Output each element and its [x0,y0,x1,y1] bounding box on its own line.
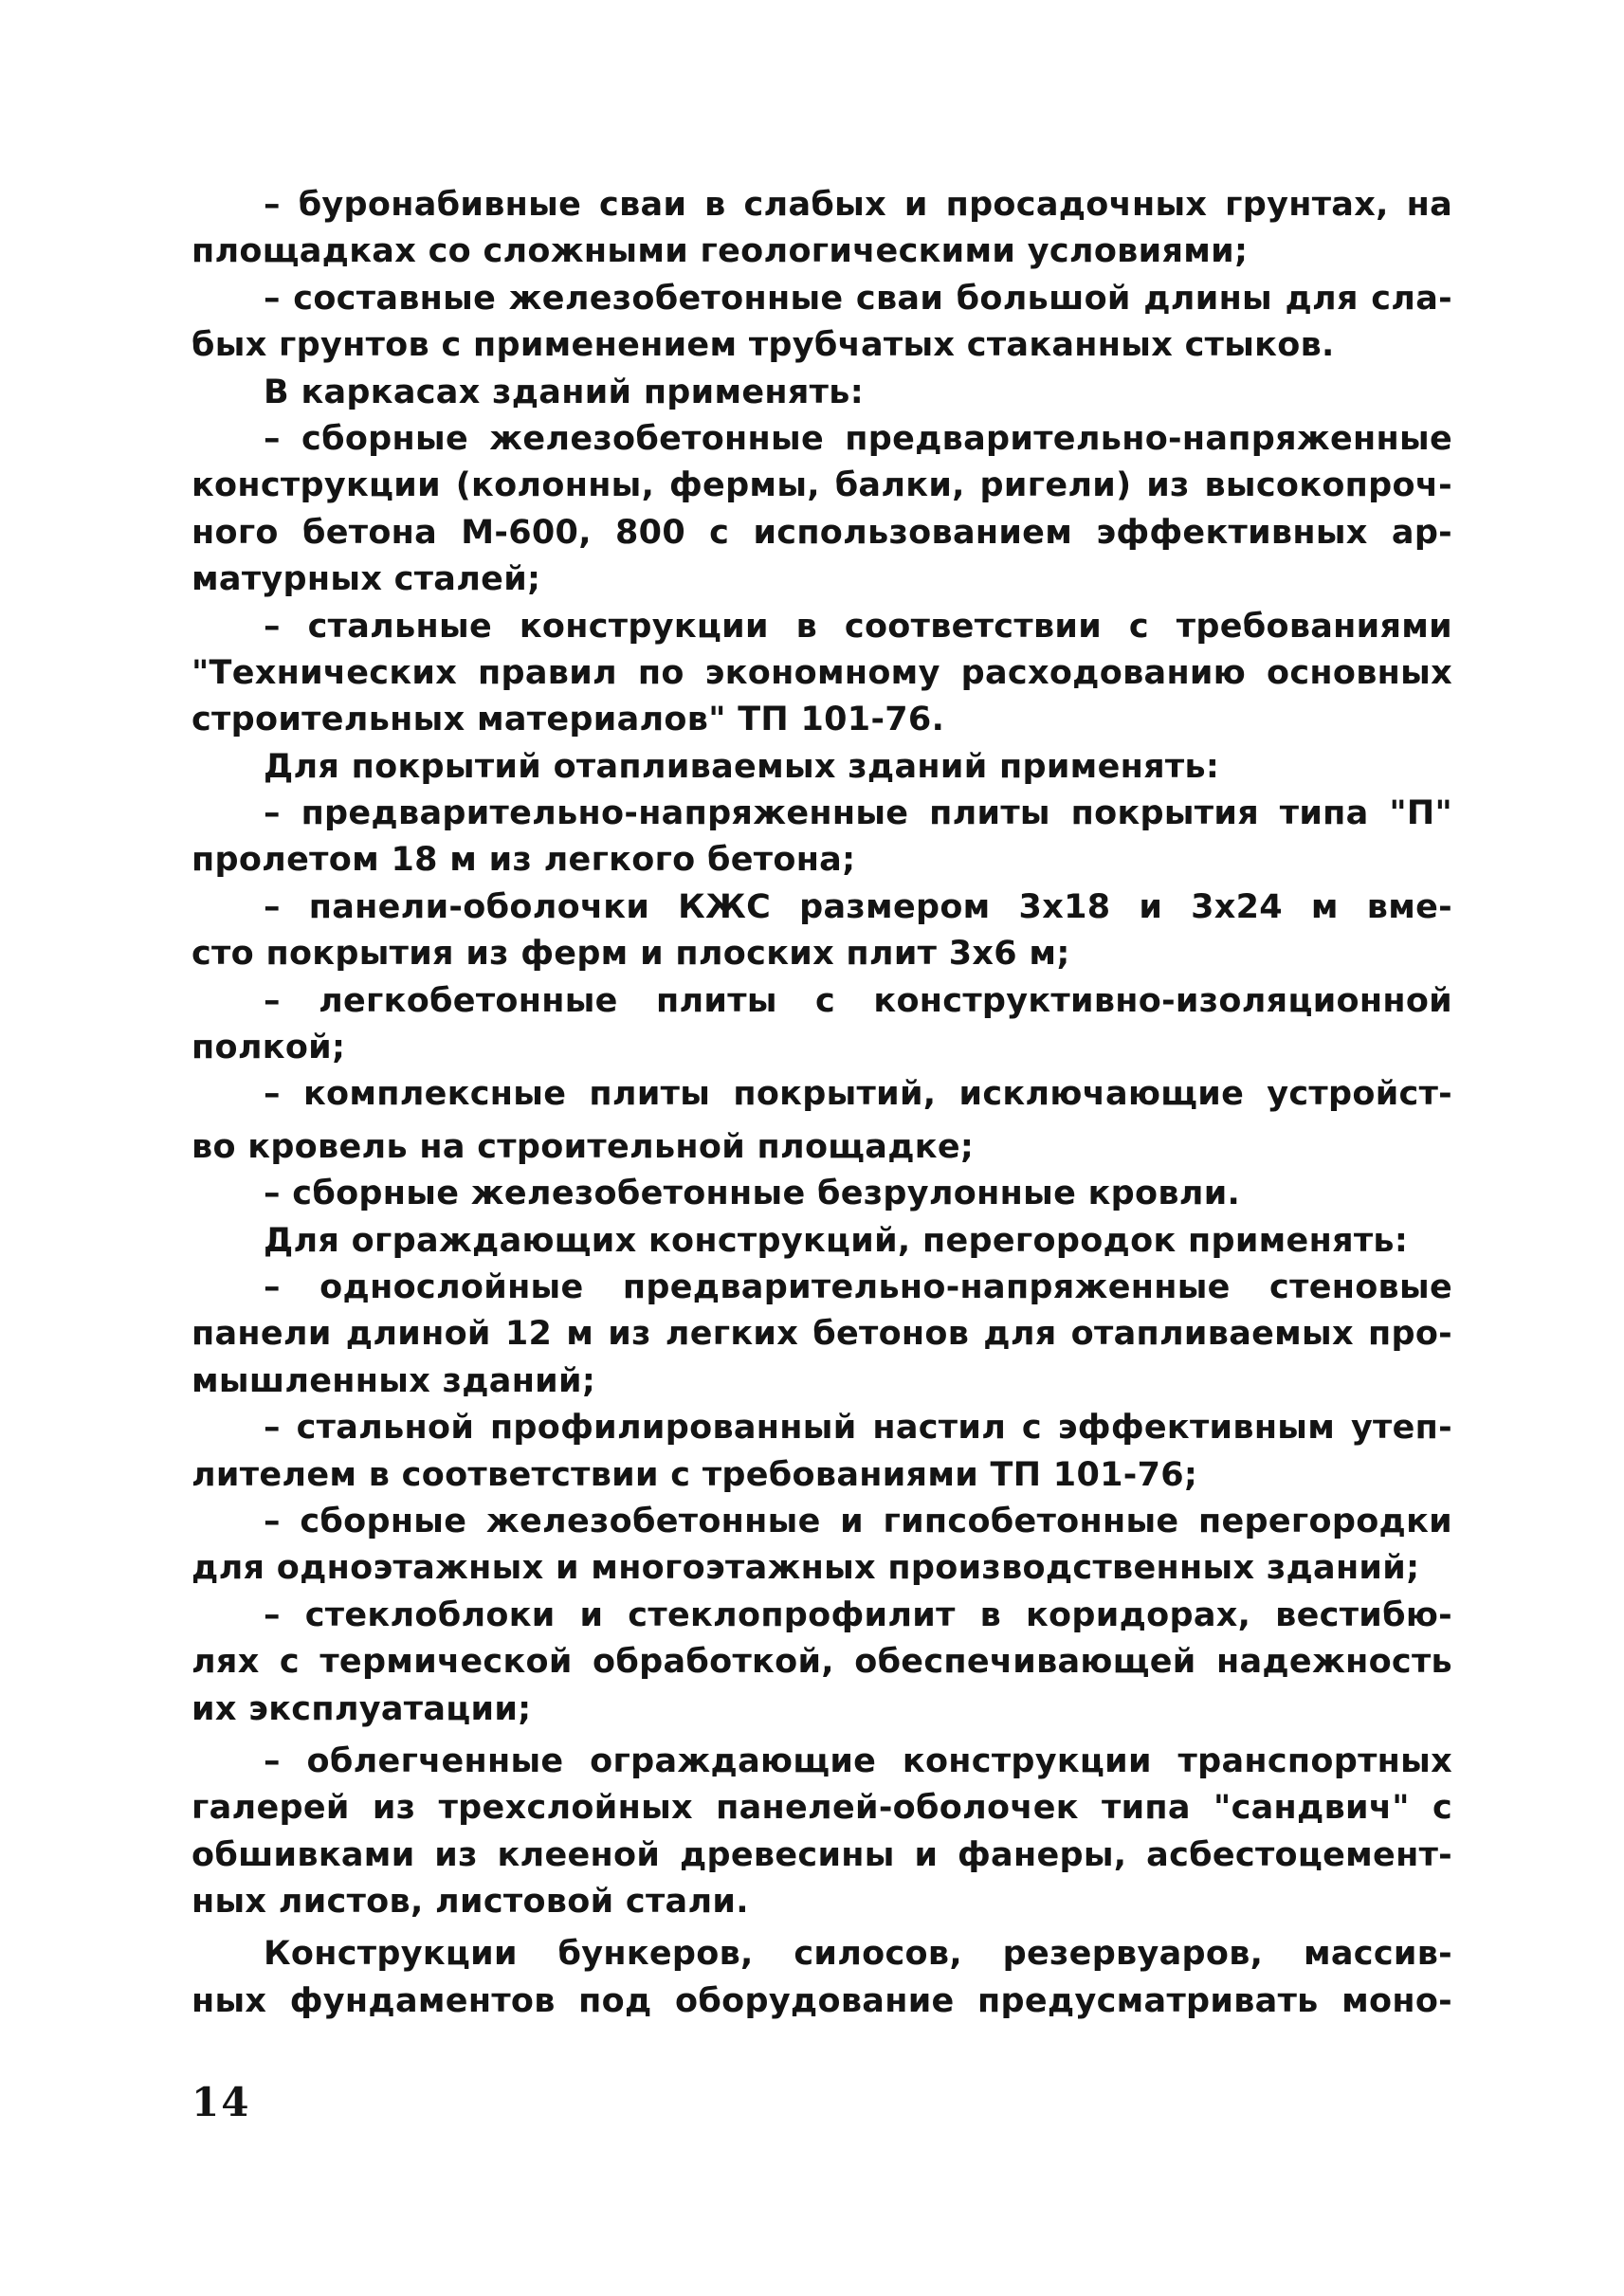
text-line: – комплексные плиты покрытий, исключающие устройст- [264,1075,1452,1114]
text-line: галерей из трехслойных панелей-оболочек типа "сандвич" с [192,1789,1452,1828]
text-line: – сборные железобетонные безрулонные кровли. [264,1175,1241,1213]
text-line: "Технических правил по экономному расходованию основных [192,653,1452,692]
text-line: – облегченные ограждающие конструкции транспортных [264,1741,1452,1780]
text-line: – однослойные предварительно-напряженные стеновые [264,1267,1452,1306]
text-line: ного бетона М-600, 800 с использованием эффективных ар- [192,513,1452,552]
text-line: – стальной профилированный настил с эффективным утеп- [264,1409,1452,1448]
text-line: В каркасах зданий применять: [264,373,864,411]
text-line: сто покрытия из ферм и плоских плит 3х6 м; [192,935,1070,974]
text-line: конструкции (колонны, фермы, балки, ригели) из высокопроч- [192,466,1452,505]
text-line: Для ограждающих конструкций, перегородок применять: [264,1221,1409,1260]
text-line: – стеклоблоки и стеклопрофилит в коридорах, вестибю- [264,1595,1452,1634]
text-line: во кровель на строительной площадке; [192,1127,975,1166]
text-line: пролетом 18 м из легкого бетона; [192,841,856,880]
text-line: полкой; [192,1029,346,1067]
text-line: панели длиной 12 м из легких бетонов для отапливаемых про- [192,1315,1452,1354]
text-line: – легкобетонные плиты с конструктивно-изоляционной [264,981,1452,1020]
text-line: – сборные железобетонные и гипсобетонные перегородки [264,1502,1452,1540]
text-line: – стальные конструкции в соответствии с требованиями [264,607,1452,646]
text-line: для одноэтажных и многоэтажных производственных зданий; [192,1549,1420,1588]
text-line: – панели-оболочки КЖС размером 3х18 и 3х24 м вме- [264,887,1452,926]
text-line: строительных материалов" ТП 101-76. [192,701,945,739]
text-line: площадках со сложными геологическими условиями; [192,232,1249,271]
page-number: 14 [192,2079,251,2125]
text-line: лителем в соответствии с требованиями ТП 101-76; [192,1455,1198,1494]
text-line: обшивками из клееной древесины и фанеры, асбестоцемент- [192,1835,1452,1874]
text-line: Конструкции бункеров, силосов, резервуаров, массив- [264,1935,1452,1974]
text-line: Для покрытий отапливаемых зданий применять: [264,747,1220,786]
text-line: ных листов, листовой стали. [192,1883,749,1922]
text-line: матурных сталей; [192,560,541,599]
text-line: бых грунтов с применением трубчатых стаканных стыков. [192,326,1335,365]
text-line: – составные железобетонные сваи большой длины для сла- [264,279,1452,318]
text-line: – предварительно-напряженные плиты покрытия типа "П" [264,794,1452,833]
text-line: лях с термической обработкой, обеспечивающей надежность [192,1643,1452,1682]
text-line: – буронабивные сваи в слабых и просадочных грунтах, на [264,186,1452,224]
body-text [192,182,1452,2025]
text-line: их эксплуатации; [192,1689,532,1728]
text-line: ных фундаментов под оборудование предусматривать моно- [192,1981,1452,2020]
text-line: – сборные железобетонные предварительно-напряженные [264,419,1452,458]
text-line: мышленных зданий; [192,1361,596,1400]
